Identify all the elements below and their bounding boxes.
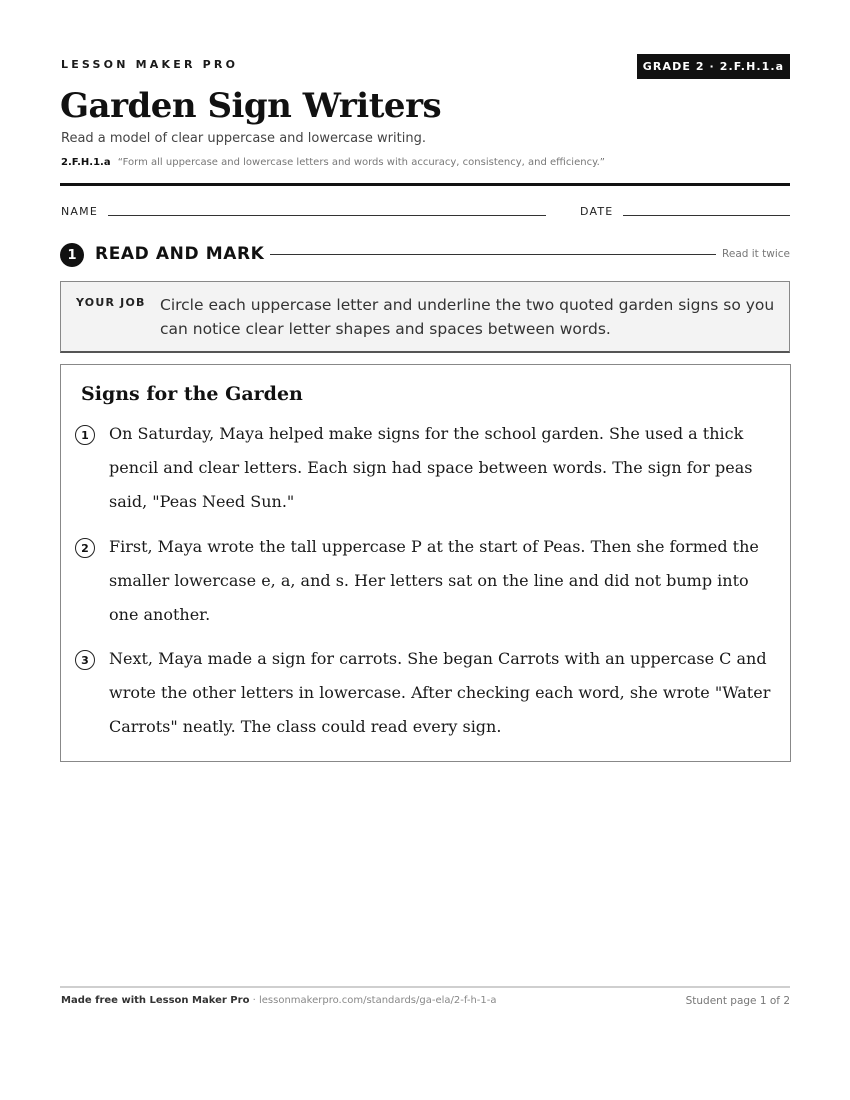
footer-separator: · [249, 995, 259, 1006]
job-box [60, 281, 790, 353]
footer-divider [60, 986, 790, 988]
footer-credit [61, 995, 497, 1006]
footer-page-number: Student page 1 of 2 [685, 995, 790, 1007]
reading-passage [60, 364, 791, 762]
grade-badge: GRADE 2 · 2.F.H.1.a [637, 54, 790, 79]
brand-label: LESSON MAKER PRO [61, 58, 239, 71]
paragraph-number-icon: 2 [75, 538, 95, 558]
passage-title: Signs for the Garden [81, 383, 303, 405]
paragraph-text: Next, Maya made a sign for carrots. She began Carrots with an uppercase C and wrote the other letters in lowercase. After checking each word, she wrote "Water Carrots" neatly. The class could read every sign. [109, 649, 771, 736]
section-title: READ AND MARK [95, 244, 265, 264]
standard-code: 2.F.H.1.a [61, 157, 111, 168]
paragraph-number-icon: 3 [75, 650, 95, 670]
name-field-line[interactable] [108, 215, 546, 216]
header-divider [60, 183, 790, 186]
paragraph-text: First, Maya wrote the tall uppercase P at the start of Peas. Then she formed the smaller lowercase e, a, and s. Her letters sat on the line and did not bump into one another. [109, 537, 759, 624]
section-hint: Read it twice [722, 248, 790, 260]
paragraph-number-icon: 1 [75, 425, 95, 445]
paragraph-text: On Saturday, Maya helped make signs for the school garden. She used a thick pencil and clear letters. Each sign had space between words. The sign for peas said, "Peas Need Sun." [109, 424, 753, 511]
page-title: Garden Sign Writers [60, 86, 442, 126]
job-instructions: Circle each uppercase letter and underline the two quoted garden signs so you can notice clear letter shapes and spaces between words. [160, 296, 775, 338]
date-label: DATE [580, 205, 614, 218]
standard-text: “Form all uppercase and lowercase letters and words with accuracy, consistency, and efficiency.” [117, 157, 605, 168]
section-number-badge: 1 [60, 243, 84, 267]
footer-url-link[interactable]: lessonmakerpro.com/standards/ga-ela/2-f-h-1-a [258, 995, 497, 1006]
standard-line [61, 157, 605, 168]
footer-made-with: Made free with Lesson Maker Pro [61, 995, 250, 1006]
section-divider [270, 254, 716, 255]
name-label: NAME [61, 205, 98, 218]
subtitle: Read a model of clear uppercase and lowercase writing. [61, 131, 426, 146]
job-label: YOUR JOB [76, 296, 146, 309]
date-field-line[interactable] [623, 215, 790, 216]
